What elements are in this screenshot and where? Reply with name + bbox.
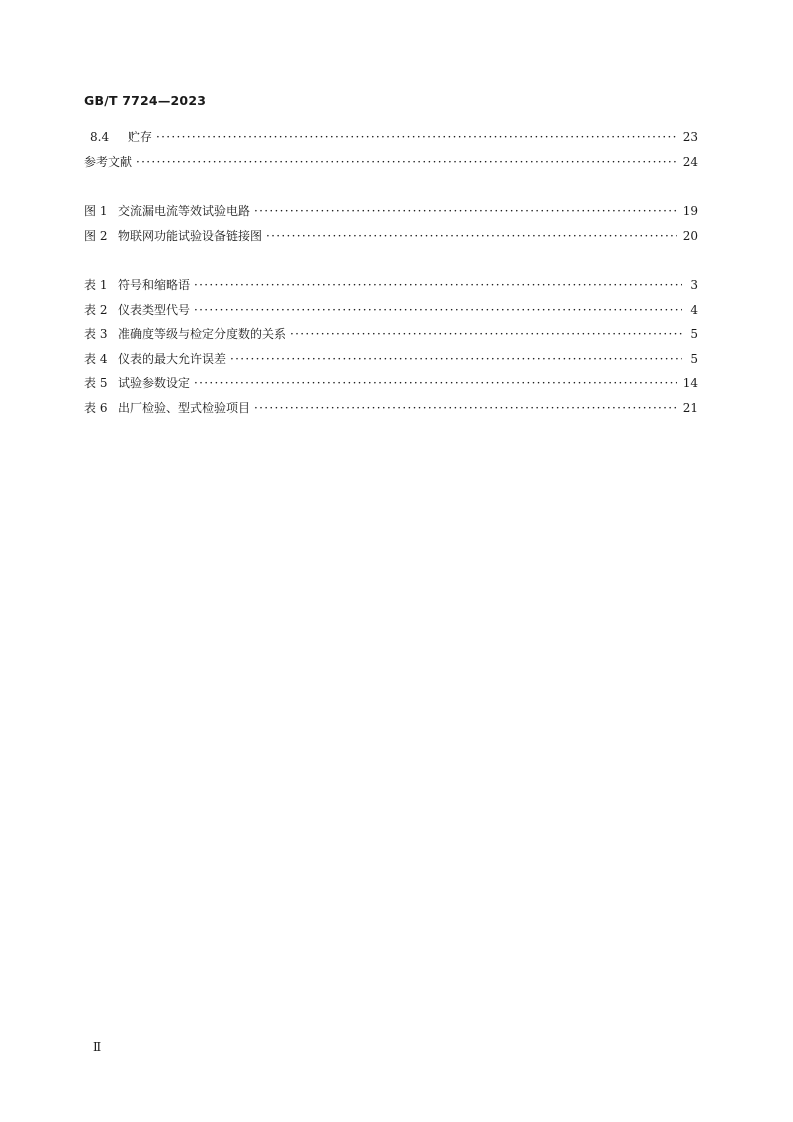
toc-table-entry[interactable]	[84, 350, 698, 375]
toc-entry-number: 表 6	[84, 400, 108, 415]
toc-entry-title: 仪表的最大允许误差	[118, 351, 227, 366]
toc-leader-dots	[266, 229, 677, 243]
toc-leader-dots	[254, 204, 677, 218]
toc-figure-entry[interactable]	[84, 202, 698, 227]
toc-entry-title: 物联网功能试验设备链接图	[118, 228, 263, 243]
toc-figure-entry[interactable]	[84, 227, 698, 252]
toc-entry-page: 14	[682, 376, 698, 391]
toc-entry-number: 表 5	[84, 376, 108, 391]
toc-figures	[84, 202, 698, 251]
toc-table-entry[interactable]	[84, 301, 698, 326]
toc-table-entry[interactable]	[84, 325, 698, 350]
toc-entry-number: 8.4	[90, 130, 110, 144]
toc-entry-page: 20	[682, 228, 698, 243]
toc-entry-title: 准确度等级与检定分度数的关系	[118, 327, 287, 342]
toc-entry-page: 3	[690, 278, 698, 292]
toc-entry-page: 5	[690, 327, 698, 342]
toc-sections	[84, 128, 698, 177]
toc-leader-dots	[254, 401, 677, 415]
toc-entry[interactable]	[84, 128, 698, 153]
page-number: Ⅱ	[93, 1040, 102, 1054]
toc-entry-title: 交流漏电流等效试验电路	[118, 204, 251, 218]
toc-entry-number: 表 2	[84, 302, 108, 317]
toc-entry[interactable]	[84, 153, 698, 178]
toc-leader-dots	[290, 327, 682, 341]
toc-entry-number: 图 1	[84, 204, 108, 218]
toc-entry-title: 出厂检验、型式检验项目	[118, 400, 251, 415]
toc-leader-dots	[194, 278, 682, 292]
toc-table-entry[interactable]	[84, 374, 698, 399]
toc-table-entry[interactable]	[84, 399, 698, 424]
toc-entry-page: 4	[690, 302, 698, 317]
toc-entry-title: 符号和缩略语	[118, 278, 191, 292]
toc-leader-dots	[230, 352, 682, 366]
toc-leader-dots	[156, 130, 677, 144]
toc-table-entry[interactable]	[84, 276, 698, 301]
toc-entry-page: 23	[682, 130, 698, 144]
toc-leader-dots	[194, 303, 682, 317]
toc-tables	[84, 276, 698, 424]
toc-entry-title: 贮存	[128, 130, 153, 144]
toc-entry-title: 仪表类型代号	[118, 302, 191, 317]
toc-entry-title: 试验参数设定	[118, 376, 191, 391]
toc-entry-page: 24	[682, 154, 698, 169]
toc-entry-number: 表 1	[84, 278, 108, 292]
toc-entry-page: 19	[682, 204, 698, 218]
toc-entry-title: 参考文献	[84, 154, 133, 169]
toc-entry-page: 5	[690, 351, 698, 366]
toc-leader-dots	[136, 155, 677, 169]
standard-code: GB/T 7724—2023	[84, 93, 207, 108]
toc-entry-page: 21	[682, 400, 698, 415]
toc-leader-dots	[194, 376, 677, 390]
toc-entry-number: 图 2	[84, 228, 108, 243]
toc-entry-number: 表 4	[84, 351, 108, 366]
toc-entry-number: 表 3	[84, 327, 108, 342]
